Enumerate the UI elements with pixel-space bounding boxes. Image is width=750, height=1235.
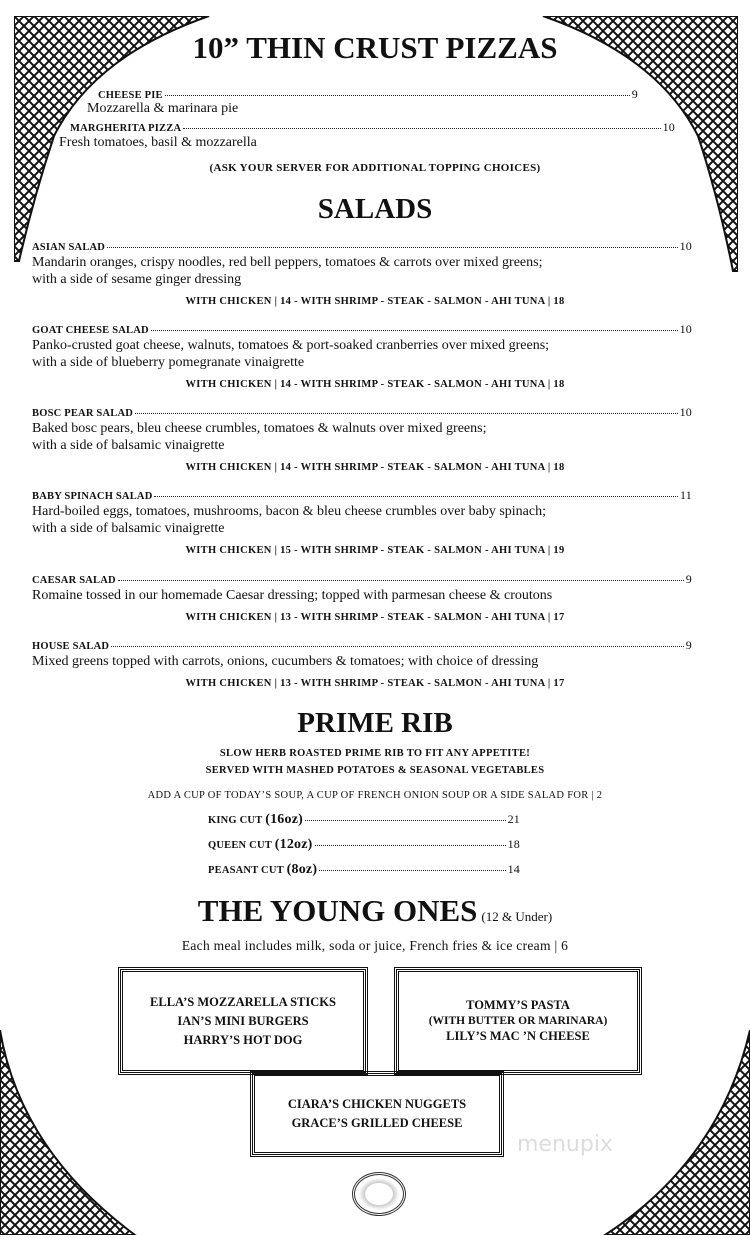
item-price: 10 xyxy=(679,322,692,336)
item-name: CAESAR SALAD xyxy=(32,575,116,586)
watermark: menupix xyxy=(517,1132,613,1157)
menu-item-salad xyxy=(32,638,692,653)
protein-addon: WITH CHICKEN | 13 - WITH SHRIMP - STEAK - SALMON - AHI TUNA | 17 xyxy=(185,612,565,623)
kids-item: ELLA’S MOZZARELLA STICKS xyxy=(150,994,336,1009)
menu-item-margherita-pizza xyxy=(70,120,675,135)
protein-addon: WITH CHICKEN | 14 - WITH SHRIMP - STEAK - SALMON - AHI TUNA | 18 xyxy=(185,379,565,390)
cut-price: 18 xyxy=(507,837,520,851)
item-description: with a side of blueberry pomegranate vinaigrette xyxy=(32,355,305,370)
kids-meal-note: Each meal includes milk, soda or juice, French fries & ice cream | 6 xyxy=(181,938,569,953)
menu-item-salad xyxy=(32,405,692,420)
prime-rib-cut xyxy=(208,812,520,828)
restaurant-logo-seal xyxy=(352,1172,406,1216)
cut-price: 21 xyxy=(507,812,520,826)
cut-size: (16oz) xyxy=(265,812,303,827)
item-price: 11 xyxy=(680,488,692,502)
item-description: with a side of balsamic vinaigrette xyxy=(32,521,225,536)
kids-item: TOMMY’S PASTA xyxy=(466,998,570,1012)
item-description: Romaine tossed in our homemade Caesar dressing; topped with parmesan cheese & croutons xyxy=(32,588,553,603)
prime-rib-heading: PRIME RIB xyxy=(297,707,453,739)
prime-rib-sides: SERVED WITH MASHED POTATOES & SEASONAL VEGETABLES xyxy=(205,765,545,776)
protein-addon: WITH CHICKEN | 15 - WITH SHRIMP - STEAK - SALMON - AHI TUNA | 19 xyxy=(185,545,565,556)
kids-item: CIARA’S CHICKEN NUGGETS xyxy=(287,1097,467,1111)
cut-price: 14 xyxy=(507,862,520,876)
item-price: 10 xyxy=(662,120,675,134)
item-description: Mixed greens topped with carrots, onions, cucumbers & tomatoes; with choice of dressing xyxy=(32,654,539,669)
item-description: Mozzarella & marinara pie xyxy=(87,101,239,116)
menu-item-salad xyxy=(32,488,692,503)
kids-menu-box-1 xyxy=(120,969,366,1073)
kids-menu-box-3 xyxy=(252,1073,502,1155)
protein-addon: WITH CHICKEN | 13 - WITH SHRIMP - STEAK - SALMON - AHI TUNA | 17 xyxy=(185,678,565,689)
age-note: (12 & Under) xyxy=(481,909,553,924)
celtic-knot-corner-bottom-left xyxy=(0,1030,140,1235)
kids-item: IAN’S MINI BURGERS xyxy=(177,1013,309,1028)
prime-rib-subtitle: SLOW HERB ROASTED PRIME RIB TO FIT ANY APPETITE! xyxy=(219,748,531,759)
item-name: GOAT CHEESE SALAD xyxy=(32,325,149,336)
kids-menu-box-2 xyxy=(396,969,640,1073)
item-description: Panko-crusted goat cheese, walnuts, tomatoes & port-soaked cranberries over mixed greens; xyxy=(32,338,550,353)
salads-heading: SALADS xyxy=(317,193,433,225)
item-description: Baked bosc pears, bleu cheese crumbles, tomatoes & walnuts over mixed greens; xyxy=(32,421,487,436)
kids-item: HARRY’S HOT DOG xyxy=(183,1032,303,1047)
prime-rib-cut xyxy=(208,837,520,853)
menu-item-salad xyxy=(32,572,692,587)
item-price: 10 xyxy=(679,239,692,253)
item-name: MARGHERITA PIZZA xyxy=(70,123,182,134)
kids-item: LILY’S MAC ’N CHEESE xyxy=(446,1029,590,1043)
cut-name: KING CUT xyxy=(208,815,263,826)
item-name: BOSC PEAR SALAD xyxy=(32,408,134,419)
item-name: HOUSE SALAD xyxy=(32,641,110,652)
kids-item-note: (WITH BUTTER OR MARINARA) xyxy=(428,1015,608,1027)
topping-note: (ASK YOUR SERVER FOR ADDITIONAL TOPPING CHOICES) xyxy=(209,162,541,174)
cut-size: (12oz) xyxy=(274,837,313,852)
cut-size: (8oz) xyxy=(286,862,318,877)
item-description: with a side of sesame ginger dressing xyxy=(32,272,242,287)
young-ones-heading xyxy=(0,893,750,929)
menu-item-salad xyxy=(32,322,692,337)
item-price: 10 xyxy=(679,405,692,419)
item-name: ASIAN SALAD xyxy=(32,242,106,253)
cut-name: PEASANT CUT xyxy=(208,865,284,876)
item-description: Fresh tomatoes, basil & mozzarella xyxy=(59,135,257,150)
prime-rib-cut xyxy=(208,862,520,878)
item-description: Hard-boiled eggs, tomatoes, mushrooms, bacon & bleu cheese crumbles over baby spinach; xyxy=(32,504,546,519)
item-price: 9 xyxy=(685,638,692,652)
item-description: with a side of balsamic vinaigrette xyxy=(32,438,225,453)
protein-addon: WITH CHICKEN | 14 - WITH SHRIMP - STEAK - SALMON - AHI TUNA | 18 xyxy=(185,462,565,473)
kids-item: GRACE’S GRILLED CHEESE xyxy=(291,1116,463,1130)
young-ones-title: THE YOUNG ONES xyxy=(197,893,478,928)
item-name: BABY SPINACH SALAD xyxy=(32,491,153,502)
item-description: Mandarin oranges, crispy noodles, red bell peppers, tomatoes & carrots over mixed greens; xyxy=(32,255,543,270)
item-price: 9 xyxy=(685,572,692,586)
item-price: 9 xyxy=(631,87,638,101)
pizzas-heading: 10” THIN CRUST PIZZAS xyxy=(192,30,558,65)
item-name: CHEESE PIE xyxy=(98,90,163,101)
cut-name: QUEEN CUT xyxy=(208,840,272,851)
protein-addon: WITH CHICKEN | 14 - WITH SHRIMP - STEAK - SALMON - AHI TUNA | 18 xyxy=(185,296,565,307)
menu-item-salad xyxy=(32,239,692,254)
prime-rib-addon: ADD A CUP OF TODAY’S SOUP, A CUP OF FRENCH ONION SOUP OR A SIDE SALAD FOR | 2 xyxy=(147,790,603,801)
